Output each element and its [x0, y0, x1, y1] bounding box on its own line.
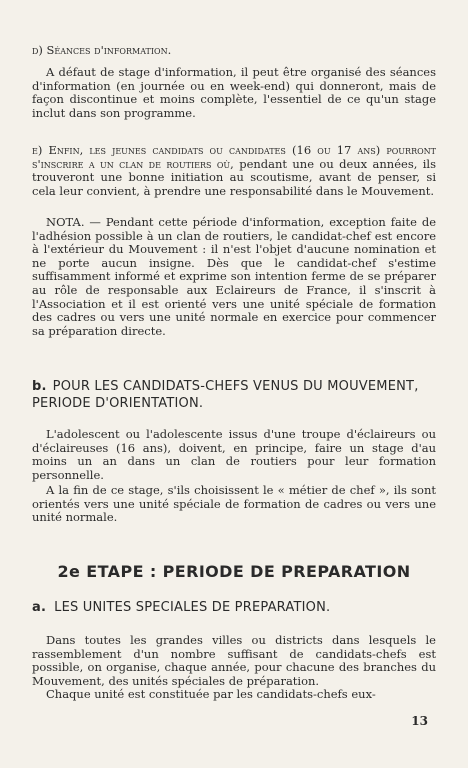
- section-d-heading: d) Séances d'information.: [32, 43, 172, 57]
- etape-heading: 2e ETAPE : PERIODE DE PREPARATION: [57, 562, 411, 581]
- section-a-heading: [32, 599, 436, 616]
- nota-paragraph: NOTA. — Pendant cette période d'information, exception faite de l'adhésion possible à un clan de routiers, le candidat-chef est encore à l'extérieur du Mouvement : il n'est l'objet d'aucune nomination et ne porte aucun insigne. Dès que le candidat-chef s'estime suffisamment informé et exprime son intention ferme de se préparer au rôle de responsable aux Eclaireurs de France, il s'inscrit à l'Association et il est orienté vers une unité spéciale de formation des cadres ou vers une unité normale en exercice pour commencer sa préparation directe.: [32, 215, 436, 338]
- section-b-heading: [32, 378, 436, 412]
- section-e-heading: e) Enfin, les jeunes candidats ou candidates (16 ou 17 ans) pourront s'inscrire a un clan de routiers où,: [32, 143, 436, 171]
- section-a-para2: Chaque unité est constituée par les candidats-chefs eux-: [46, 687, 376, 701]
- section-b-title: POUR LES CANDIDATS-CHEFS VENUS DU MOUVEMENT, PERIODE D'ORIENTATION.: [32, 379, 419, 411]
- section-b-para1: L'adolescent ou l'adolescente issus d'une troupe d'éclaireurs ou d'éclaireuses (16 ans), doivent, en principe, faire un stage d'au moins un an dans un clan de routiers pour leur formation personnelle.: [32, 427, 436, 482]
- page-number: 13: [411, 714, 428, 728]
- section-e-paragraph: [32, 144, 436, 198]
- section-a-title: LES UNITES SPECIALES DE PREPARATION.: [54, 600, 331, 615]
- section-e-text: pendant une ou deux années, ils trouveront une bonne initiation au scoutisme, avant de penser, si cela leur convient, à prendre une responsabilité dans le Mouvement.: [32, 156, 437, 198]
- section-b-para2: A la fin de ce stage, s'ils choisissent le « métier de chef », ils sont orientés vers une unité spéciale de formation de cadres ou vers une unité normale.: [32, 483, 436, 525]
- section-a-letter: a.: [32, 600, 47, 615]
- section-a-para1: Dans toutes les grandes villes ou districts dans lesquels le rassemblement d'un nombre suffisant de candidats-chefs est possible, on organise, chaque année, pour chacune des branches du Mouvement, des unités spéciales de préparation.: [32, 633, 436, 688]
- section-b-letter: b.: [32, 379, 47, 394]
- section-d-text: A défaut de stage d'information, il peut être organisé des séances d'information (en journée ou en week-end) qui donneront, mais de façon discontinue et moins complète, l'essentiel de ce qu'un stage inclut dans son programme.: [32, 65, 436, 120]
